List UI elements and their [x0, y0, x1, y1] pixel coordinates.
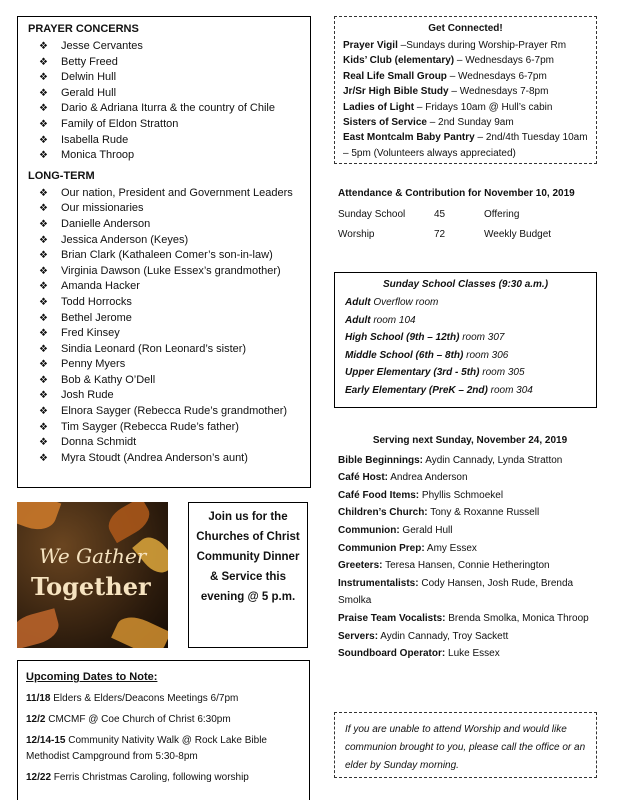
image-text-line2: Together [31, 572, 151, 601]
serving-row-text: Tony & Roxanne Russell [427, 507, 540, 519]
class-row [345, 312, 586, 330]
bullet-icon: ❖ [39, 328, 48, 340]
serving-row-text: Aydin Cannady, Troy Sackett [378, 630, 509, 642]
class-row-label: Upper Elementary (3rd - 5th) [345, 367, 480, 379]
serving-list [338, 452, 602, 663]
we-gather-together-image [17, 502, 168, 648]
list-item-text: Isabella Rude [61, 133, 129, 146]
bullet-icon: ❖ [39, 150, 48, 162]
prayer-concerns-box [17, 16, 311, 488]
connect-row [343, 53, 588, 68]
serving-row-label: Greeters: [338, 560, 383, 572]
list-item-text: Penny Myers [61, 358, 126, 371]
serving-row-text: Cody Hansen, Josh Rude, Brenda Smolka [338, 577, 574, 607]
class-row-text: room 104 [370, 314, 416, 326]
date-row-text: Elders & Elders/Deacons Meetings 6/7pm [50, 693, 239, 704]
get-connected-box [334, 16, 597, 164]
serving-row [338, 540, 602, 558]
list-item-text: Danielle Anderson [61, 217, 151, 230]
prayer-list [28, 39, 300, 164]
bullet-icon: ❖ [39, 390, 48, 402]
list-item [28, 295, 300, 311]
date-row-text: Ferris Christmas Caroling, following worship [51, 772, 249, 783]
list-item-text: Delwin Hull [61, 71, 117, 84]
serving-row [338, 452, 602, 470]
list-item-text: Myra Stoudt (Andrea Anderson’s aunt) [61, 451, 248, 464]
serving-row-label: Soundboard Operator: [338, 648, 446, 660]
serving-row [338, 522, 602, 540]
date-row-label: 12/14-15 [26, 735, 66, 746]
serving-row-text: Amy Essex [424, 542, 477, 554]
list-item-text: Gerald Hull [61, 86, 117, 99]
serving-row-text: Phyllis Schmoekel [419, 489, 504, 501]
sunday-school-list [345, 294, 586, 400]
list-item [28, 186, 300, 202]
connect-row-text: – Fridays 10am @ Hull’s cabin [414, 101, 553, 113]
bullet-icon: ❖ [39, 118, 48, 130]
serving-row [338, 645, 602, 663]
class-row-label: Early Elementary (PreK – 2nd) [345, 384, 488, 396]
attendance-row [338, 209, 608, 220]
list-item [28, 373, 300, 389]
connect-row-label: Ladies of Light [343, 101, 415, 113]
serving-row-label: Servers: [338, 630, 379, 642]
list-item-text: Dario & Adriana Iturra & the country of Chile [61, 102, 275, 115]
serving-row [338, 469, 602, 487]
connect-row [343, 69, 588, 84]
list-item [28, 357, 300, 373]
serving-row-label: Communion Prep: [338, 542, 425, 554]
list-item-text: Todd Horrocks [61, 295, 132, 308]
bullet-icon: ❖ [39, 359, 48, 371]
class-row [345, 347, 586, 365]
connect-row-label: Jr/Sr High Bible Study [343, 86, 449, 98]
list-item [28, 39, 300, 55]
serving-row [338, 504, 602, 522]
get-connected-title: Get Connected! [428, 23, 503, 34]
list-item [28, 451, 300, 467]
bullet-icon: ❖ [39, 56, 48, 68]
list-item [28, 342, 300, 358]
connect-row-label: Real Life Small Group [343, 70, 447, 82]
class-row-label: Adult [345, 314, 371, 326]
serving-row [338, 575, 602, 610]
get-connected-list [343, 38, 588, 161]
connect-row-text: – 2nd Sunday 9am [426, 117, 514, 129]
serving-row-text: Aydin Cannady, Lynda Stratton [423, 454, 563, 466]
serving-section [338, 432, 602, 663]
list-item [28, 279, 300, 295]
list-item [28, 86, 300, 102]
list-item-text: Donna Schmidt [61, 436, 137, 449]
longterm-title: LONG-TERM [28, 169, 95, 182]
list-item [28, 388, 300, 404]
attendance-row [338, 229, 608, 240]
class-row-label: High School (9th – 12th) [345, 332, 460, 344]
attendance-count: 45 [434, 209, 446, 220]
list-item [28, 404, 300, 420]
list-item [28, 264, 300, 280]
list-item [28, 311, 300, 327]
bullet-icon: ❖ [39, 103, 48, 115]
bullet-icon: ❖ [39, 87, 48, 99]
list-item [28, 148, 300, 164]
bullet-icon: ❖ [39, 312, 48, 324]
serving-row-label: Praise Team Vocalists: [338, 612, 446, 624]
list-item [28, 117, 300, 133]
connect-row-label: Prayer Vigil [343, 40, 398, 51]
class-row [345, 382, 586, 400]
connect-row [343, 84, 588, 99]
date-row-text: CMCMF @ Coe Church of Christ 6:30pm [45, 714, 231, 725]
list-item-text: Our nation, President and Government Leaders [61, 186, 293, 199]
attendance-count: 72 [434, 229, 446, 240]
sunday-school-box [334, 272, 597, 408]
serving-row [338, 487, 602, 505]
list-item [28, 435, 300, 451]
class-row-text: room 306 [463, 349, 509, 361]
class-row-text: room 305 [479, 367, 525, 379]
longterm-list [28, 186, 300, 467]
date-row-text: Community Nativity Walk @ Rock Lake Bible Methodist Campground from 5:30-8pm [26, 735, 267, 762]
image-text-line1: We Gather [39, 544, 147, 568]
list-item-text: Monica Throop [61, 149, 135, 162]
connect-row-text: – 2nd/4th Tuesday 10am – 5pm (Volunteers always appreciated) [343, 132, 588, 159]
bullet-icon: ❖ [39, 406, 48, 418]
list-item [28, 326, 300, 342]
date-row [26, 691, 301, 707]
bullet-icon: ❖ [39, 281, 48, 293]
connect-row-label: East Montcalm Baby Pantry [343, 132, 475, 144]
list-item-text: Jessica Anderson (Keyes) [61, 233, 189, 246]
bullet-icon: ❖ [39, 187, 48, 199]
list-item [28, 70, 300, 86]
serving-row [338, 610, 602, 628]
serving-row-label: Café Food Items: [338, 489, 420, 501]
sunday-school-title: Sunday School Classes (9:30 a.m.) [382, 279, 549, 290]
bullet-icon: ❖ [39, 296, 48, 308]
communion-note: If you are unable to attend Worship and would like communion brought to you, please call the office or an elder by Sunday morning. [334, 712, 597, 778]
list-item-text: Bethel Jerome [61, 311, 132, 324]
date-row-label: 11/18 [26, 693, 51, 704]
list-item-text: Bob & Kathy O’Dell [61, 373, 156, 386]
date-row [26, 712, 301, 728]
connect-row-label: Sisters of Service [343, 117, 427, 129]
list-item-text: Family of Eldon Stratton [61, 117, 179, 130]
serving-row-text: Luke Essex [445, 648, 500, 660]
list-item-text: Fred Kinsey [61, 327, 120, 340]
connect-row-text: – Wednesdays 6-7pm [454, 55, 555, 67]
serving-row-text: Brenda Smolka, Monica Throop [445, 612, 589, 624]
serving-row-text: Teresa Hansen, Connie Hetherington [382, 560, 550, 572]
attendance-item: Offering [484, 209, 520, 220]
class-row [345, 364, 586, 382]
list-item-text: Tim Sayger (Rebecca Rude’s father) [61, 420, 239, 433]
bullet-icon: ❖ [39, 41, 48, 52]
bullet-icon: ❖ [39, 234, 48, 246]
bullet-icon: ❖ [39, 343, 48, 355]
connect-row [343, 100, 588, 115]
class-row-label: Adult [345, 297, 371, 308]
serving-row-text: Gerald Hull [399, 524, 453, 536]
date-row [26, 770, 301, 786]
class-row-text: Overflow room [370, 297, 439, 308]
list-item [28, 55, 300, 71]
serving-row-text: Andrea Anderson [388, 472, 468, 484]
attendance-title: Attendance & Contribution for November 10, 2019 [338, 188, 575, 199]
bullet-icon: ❖ [39, 374, 48, 386]
connect-row-text: –Sundays during Worship-Prayer Rm [397, 40, 567, 51]
connect-row [343, 130, 588, 161]
bullet-icon: ❖ [39, 203, 48, 215]
list-item-text: Elnora Sayger (Rebecca Rude’s grandmother) [61, 405, 288, 418]
class-row [345, 294, 586, 312]
attendance-label: Worship [338, 229, 375, 240]
class-row-text: room 307 [459, 332, 505, 344]
prayer-concerns-title: PRAYER CONCERNS [28, 23, 139, 35]
list-item-text: Brian Clark (Kathaleen Comer’s son-in-law) [61, 249, 273, 262]
list-item-text: Our missionaries [61, 202, 144, 215]
attendance-rows [338, 209, 608, 240]
bullet-icon: ❖ [39, 134, 48, 146]
list-item-text: Sindia Leonard (Ron Leonard’s sister) [61, 342, 247, 355]
list-item [28, 133, 300, 149]
serving-row [338, 628, 602, 646]
bullet-icon: ❖ [39, 218, 48, 230]
connect-row-text: – Wednesdays 7-8pm [448, 86, 549, 98]
class-row [345, 329, 586, 347]
bullet-icon: ❖ [39, 437, 48, 449]
serving-row-label: Café Host: [338, 472, 389, 484]
list-item [28, 101, 300, 117]
list-item-text: Virginia Dawson (Luke Essex’s grandmother) [61, 264, 281, 277]
serving-title: Serving next Sunday, November 24, 2019 [372, 435, 568, 446]
bullet-icon: ❖ [39, 265, 48, 277]
serving-row-label: Bible Beginnings: [338, 454, 423, 466]
serving-row-label: Communion: [338, 524, 400, 536]
list-item-text: Betty Freed [61, 55, 118, 68]
date-row-label: 12/2 [26, 714, 46, 725]
serving-row-label: Instrumentalists: [338, 577, 419, 589]
community-dinner-box: Join us for the Churches of Christ Community Dinner & Service this evening @ 5 p.m. [188, 502, 308, 648]
upcoming-dates-title: Upcoming Dates to Note: [26, 671, 158, 683]
list-item [28, 201, 300, 217]
upcoming-dates-list [26, 691, 301, 786]
date-row [26, 733, 301, 765]
attendance-section [338, 188, 608, 249]
connect-row [343, 115, 588, 130]
list-item [28, 217, 300, 233]
list-item-text: Amanda Hacker [61, 280, 140, 293]
date-row-label: 12/22 [26, 772, 52, 783]
class-row-text: room 304 [487, 384, 533, 396]
list-item [28, 248, 300, 264]
list-item-text: Josh Rude [61, 389, 114, 402]
serving-row [338, 557, 602, 575]
connect-row-label: Kids’ Club (elementary) [343, 55, 455, 67]
class-row-label: Middle School (6th – 8th) [345, 349, 464, 361]
connect-row [343, 38, 588, 53]
bullet-icon: ❖ [39, 250, 48, 262]
bullet-icon: ❖ [39, 72, 48, 84]
list-item [28, 420, 300, 436]
bullet-icon: ❖ [39, 452, 48, 464]
upcoming-dates-box [17, 660, 310, 800]
attendance-item: Weekly Budget [484, 229, 552, 240]
serving-row-label: Children’s Church: [338, 507, 428, 519]
bullet-icon: ❖ [39, 421, 48, 433]
list-item-text: Jesse Cervantes [61, 40, 143, 52]
attendance-label: Sunday School [338, 209, 406, 220]
connect-row-text: – Wednesdays 6-7pm [446, 70, 547, 82]
list-item [28, 233, 300, 249]
